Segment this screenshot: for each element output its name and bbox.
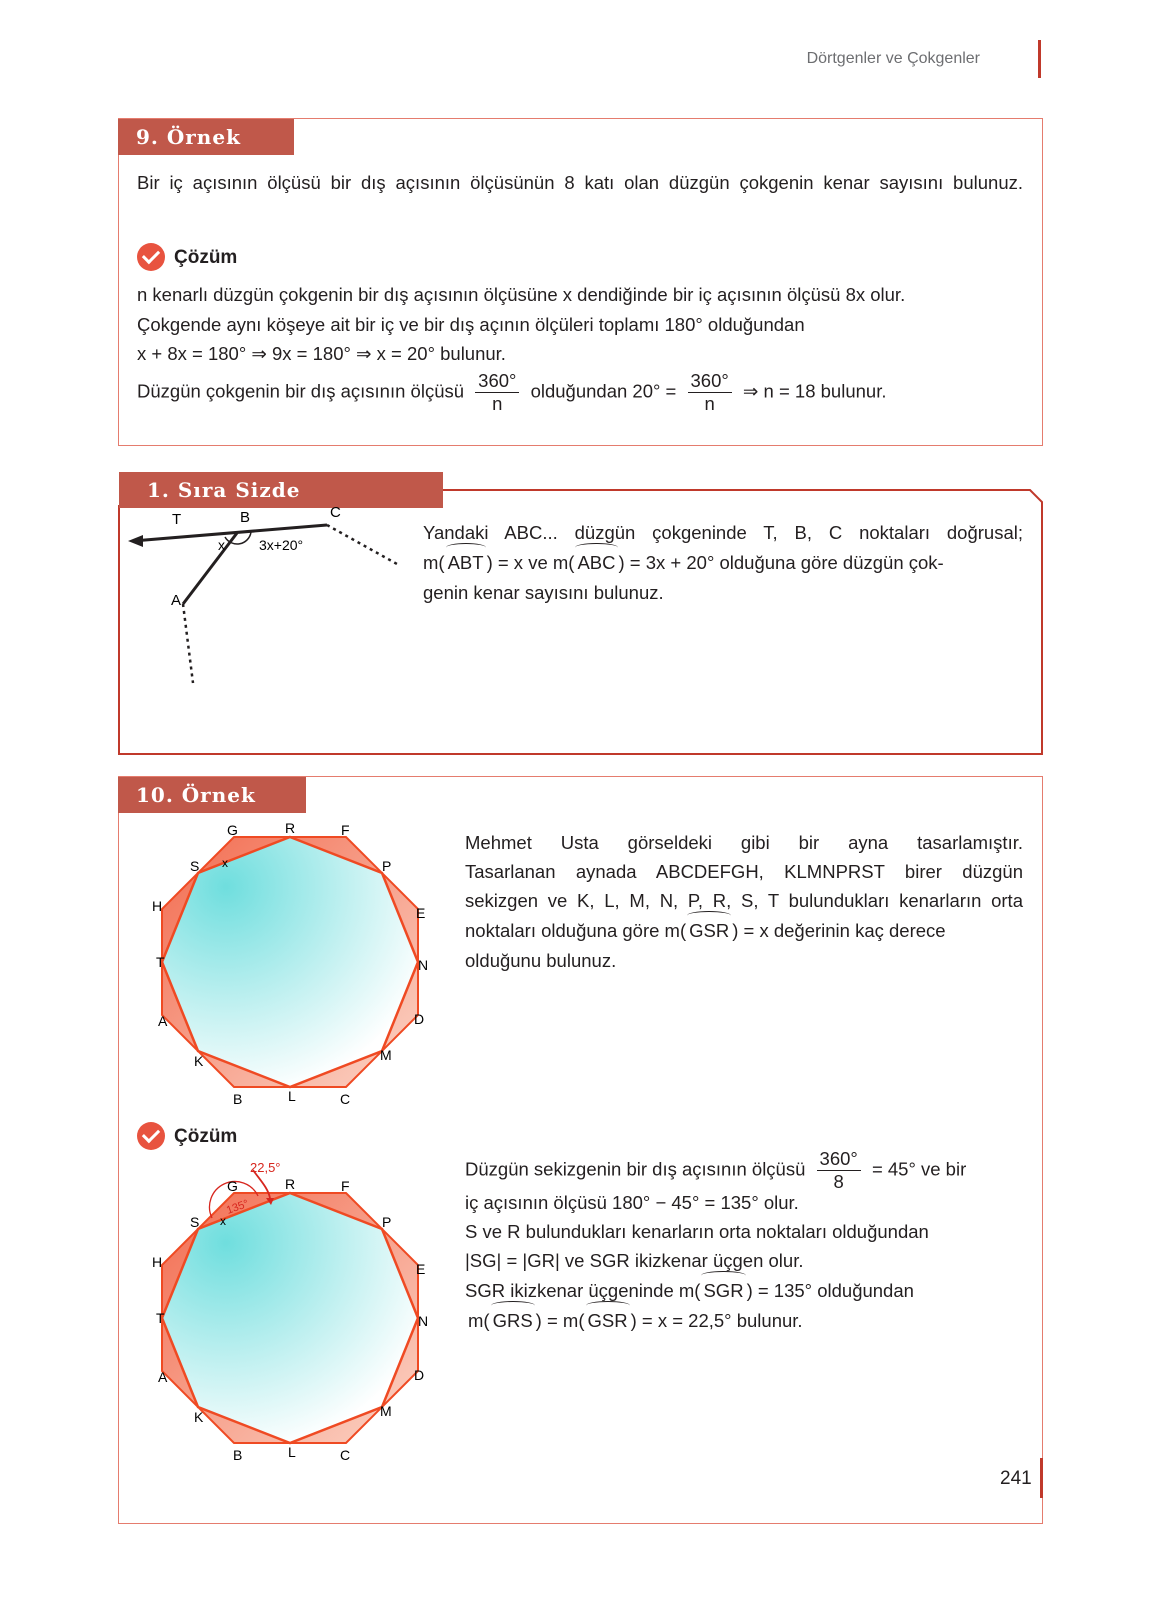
sira-sizde-line-1 xyxy=(423,518,1023,547)
label-angle: 3x+20° xyxy=(259,537,304,553)
label-A: A xyxy=(158,1369,168,1385)
example-9-solution-line-3: x + 8x = 180° ⇒ 9x = 180° ⇒ x = 20° bulunur. xyxy=(137,343,506,364)
sira-sizde-figure xyxy=(125,505,415,685)
label-K: K xyxy=(194,1409,204,1425)
sira-sizde-text: Yandaki ABC... düzgün çokgeninde T, B, C noktaları doğrusal; xyxy=(423,522,1023,543)
label-C: C xyxy=(340,1091,351,1107)
example-10-text: ) = 135° olduğundan xyxy=(746,1280,914,1301)
example-10-text: Mehmet Usta görseldeki gibi bir ayna tasarlamıştır. xyxy=(465,832,1023,853)
label-G: G xyxy=(227,1178,238,1194)
label-F: F xyxy=(341,1178,350,1194)
fraction xyxy=(475,370,519,415)
fraction-numerator: 360° xyxy=(817,1148,861,1171)
example-10-s-line-5 xyxy=(465,1276,914,1305)
label-T: T xyxy=(156,1310,165,1326)
example-9-question xyxy=(137,168,1023,197)
solution-text: olduğundan 20° = xyxy=(530,380,677,402)
header-accent-bar xyxy=(1038,40,1041,78)
label-E: E xyxy=(416,1261,426,1277)
fraction-denominator: n xyxy=(492,393,503,414)
label-K: K xyxy=(194,1053,204,1069)
solution-label: Çözüm xyxy=(174,1126,238,1147)
arc-notation: ABC xyxy=(574,548,618,577)
example-10-q-line-3 xyxy=(465,886,1023,915)
fraction-denominator: 8 xyxy=(833,1171,844,1192)
example-10-s-line-3: S ve R bulundukları kenarların orta noktaları olduğundan xyxy=(465,1221,929,1242)
label-T: T xyxy=(172,511,182,528)
label-E: E xyxy=(416,905,426,921)
example-10-text: sekizgen ve K, L, M, N, P, R, S, T bulundukları kenarların orta xyxy=(465,890,1023,911)
example-10-s-line-6 xyxy=(468,1306,803,1335)
example-10-s-line-1 xyxy=(465,1148,1035,1193)
label-C: C xyxy=(330,505,341,521)
label-P: P xyxy=(382,1214,392,1230)
label-A: A xyxy=(158,1013,168,1029)
label-M: M xyxy=(380,1403,392,1419)
example-10-text: ) = x değerinin kaç derece xyxy=(732,920,946,941)
label-B: B xyxy=(233,1447,243,1463)
example-9-solution-line-4 xyxy=(137,370,886,415)
mirror-figure-question xyxy=(150,822,440,1107)
label-D: D xyxy=(414,1011,425,1027)
fraction xyxy=(817,1148,861,1193)
label-S: S xyxy=(190,858,200,874)
label-B: B xyxy=(240,509,251,526)
arc-notation: GSR xyxy=(585,1306,631,1335)
example-10-text: ) = x = 22,5° bulunur. xyxy=(630,1310,803,1331)
example-9-tag: 9. Örnek xyxy=(118,119,294,155)
solution-label: Çözüm xyxy=(174,247,238,268)
example-10-q-line-1 xyxy=(465,828,1023,857)
sira-sizde-text: ) = 3x + 20° olduğuna göre düzgün çok- xyxy=(618,552,944,573)
mirror-figure-solution xyxy=(150,1158,440,1463)
fraction-numerator: 360° xyxy=(475,370,519,393)
sira-sizde-line-3: genin kenar sayısını bulunuz. xyxy=(423,582,664,603)
solution-text: Düzgün çokgenin bir dış açısının ölçüsü xyxy=(137,380,465,402)
label-C: C xyxy=(340,1447,351,1463)
example-10-s-line-4: |SG| = |GR| ve SGR ikizkenar üçgen olur. xyxy=(465,1250,804,1271)
example-10-text: Tasarlanan aynada ABCDEFGH, KLMNPRST birer düzgün xyxy=(465,861,1023,882)
label-F: F xyxy=(341,822,350,838)
arc-notation: ABT xyxy=(445,548,487,577)
label-G: G xyxy=(227,822,238,838)
label-T: T xyxy=(156,954,165,970)
label-R: R xyxy=(285,822,296,836)
check-icon xyxy=(137,1122,165,1150)
example-10-text: ) = m( xyxy=(535,1310,585,1331)
fraction-numerator: 360° xyxy=(688,370,732,393)
sira-sizde-line-2 xyxy=(423,548,1023,577)
arc-notation: GSR xyxy=(686,916,732,945)
check-icon xyxy=(137,243,165,271)
example-10-q-line-5: olduğunu bulunuz. xyxy=(465,950,617,971)
fraction-denominator: n xyxy=(704,393,715,414)
label-D: D xyxy=(414,1367,425,1383)
fraction xyxy=(688,370,732,415)
footer-accent-bar xyxy=(1040,1458,1043,1498)
example-10-text: = 45° ve bir xyxy=(871,1158,967,1180)
label-H: H xyxy=(152,898,163,914)
label-H: H xyxy=(152,1254,163,1270)
example-10-s-line-2: iç açısının ölçüsü 180° − 45° = 135° olur. xyxy=(465,1192,799,1213)
chapter-title: Dörtgenler ve Çokgenler xyxy=(806,50,980,67)
label-P: P xyxy=(382,858,392,874)
example-10-text: Düzgün sekizgenin bir dış açısının ölçüsü xyxy=(465,1158,806,1180)
example-10-q-line-2 xyxy=(465,857,1023,886)
label-L: L xyxy=(288,1444,296,1460)
label-angle-top: 22,5° xyxy=(250,1160,281,1175)
label-B: B xyxy=(233,1091,243,1107)
label-A: A xyxy=(171,592,182,609)
label-L: L xyxy=(288,1088,296,1104)
arc-notation: GRS xyxy=(490,1306,536,1335)
example-10-text: noktaları olduğuna göre m( xyxy=(465,920,687,941)
page-number: 241 xyxy=(1000,1468,1032,1489)
solution-text: ⇒ n = 18 bulunur. xyxy=(742,380,887,402)
arc-notation: SGR xyxy=(700,1276,746,1305)
label-S: S xyxy=(190,1214,200,1230)
label-R: R xyxy=(285,1176,296,1192)
label-M: M xyxy=(380,1047,392,1063)
example-10-text: m( xyxy=(468,1310,490,1331)
sira-sizde-text: ) = x ve m( xyxy=(486,552,575,573)
label-N: N xyxy=(418,1313,429,1329)
example-10-text: SGR ikizkenar üçgeninde m( xyxy=(465,1280,701,1301)
example-9-question-text: Bir iç açısının ölçüsü bir dış açısının ölçüsünün 8 katı olan düzgün çokgenin kenar sayısını bulunuz. xyxy=(137,172,1023,193)
example-10-tag: 10. Örnek xyxy=(118,777,306,813)
example-9-solution-line-2: Çokgende aynı köşeye ait bir iç ve bir dış açının ölçüleri toplamı 180° olduğundan xyxy=(137,314,805,335)
label-x: x xyxy=(220,1214,226,1228)
sira-sizde-tag: 1. Sıra Sizde xyxy=(119,472,443,508)
label-angle-135: 135° xyxy=(224,1197,251,1217)
example-9-solution-line-1: n kenarlı düzgün çokgenin bir dış açısının ölçüsüne x dendiğinde bir iç açısının ölçüsü 8x olur. xyxy=(137,284,906,305)
label-N: N xyxy=(418,957,429,973)
sira-sizde-text: m( xyxy=(423,552,445,573)
label-x: x xyxy=(218,537,225,553)
label-x: x xyxy=(222,856,228,870)
example-10-q-line-4 xyxy=(465,916,1025,945)
